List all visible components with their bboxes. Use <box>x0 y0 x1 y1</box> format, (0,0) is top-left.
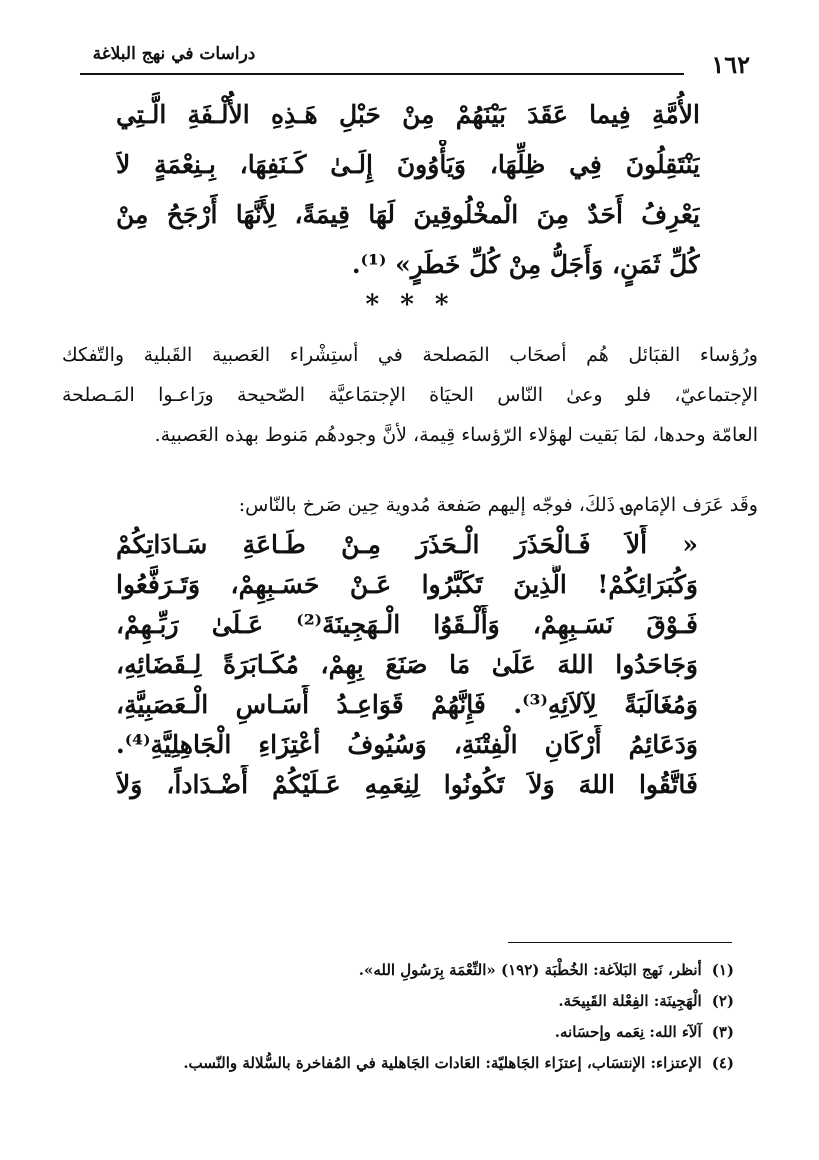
quote-line: يَعْرِفُ أَحَدٌ مِنَ الْمخْلُوقِينَ لَهَا قِيمَةً، لِأَنَّهَا أَرْجَحُ مِنْ <box>116 200 700 229</box>
sermon-line: وَمُغَالَبَةً لِآلاَئِهِ⁽³⁾. فَإِنَّهُمْ قَوَاعِـدُ أَسَـاسِ الْـعَصَبِيَّةِ، <box>116 690 698 719</box>
paragraph-line: الإجتماعيّ، فلو وعىٰ النّاس الحيَاة الإجتمَاعيَّة الصّحيحة ورَاعـوا المَـصلحة <box>62 384 758 406</box>
footnote-number: (٤) <box>711 1054 734 1072</box>
quote-line: يَنْتَقِلُونَ فِي ظِلِّهَا، وَيَأْوُونَ إِلَـىٰ كَـنَفِهَا، بِـنِعْمَةٍ لاَ <box>116 150 700 179</box>
sermon-quote <box>116 525 698 805</box>
sermon-line: فَـوْقَ نَسَـبِهِمْ، وَأَلْـقَوُا الْـهَجِينَةَ⁽²⁾ عَـلَىٰ رَبِّـهِمْ، <box>116 610 698 639</box>
sermon-line: وَدَعَائِمُ أَرْكَانِ الْفِتْنَةِ، وَسُيُوفُ أعْتِزَاءِ الْجَاهِلِيَّةِ⁽⁴⁾. <box>116 730 698 759</box>
paragraph-line: وقَد عَرَف الإمَام؈ ذَلكَ، فوجّه إليهم صَفعة مُدوية حِين صَرخ بالنّاس: <box>238 494 758 516</box>
footnote-number: (٢) <box>711 992 734 1010</box>
footnote-item <box>120 1048 734 1079</box>
sermon-line: وَكُبَرَائِكُمْ! الَّذِينَ تَكَبَّرُوا عَـنْ حَسَـبِهِمْ، وَتَـرَفَّعُوا <box>116 570 698 599</box>
running-header-title: دراسات في نهج البلاغة <box>92 44 256 64</box>
footnote-number: (١) <box>711 961 734 979</box>
footnote-item <box>120 1017 734 1048</box>
footnote-text: آلآء الله: نِعَمه وإحسَانه. <box>554 1023 702 1041</box>
footnote-number: (٣) <box>711 1023 734 1041</box>
intro-paragraph <box>62 488 758 522</box>
body-paragraph <box>62 335 758 453</box>
paragraph-line: ورُؤساء القبَائل هُم أصحَاب المَصلحة في أستِشْراء العَصبية القَبلية والتّفكك <box>62 344 758 366</box>
footnote-text: الْهَجِينَة: الفِعْلة القَبِيحَة. <box>558 992 702 1010</box>
footnote-item <box>120 986 734 1017</box>
footnote-text: أنظر، نَهج البَلاَغة: الخُطْبَة (١٩٢) «النِّعْمَة بِرَسُولِ الله». <box>358 961 702 979</box>
quote-line: الأُمَّةِ فِيما عَقَدَ بَيْنَهُمْ مِنْ حَبْلِ هَـذِهِ الأُلْـفَةِ الَّـتِي <box>116 100 700 129</box>
paragraph-line: العامّة وحدها، لمَا بَقيت لهؤلاء الرّؤساء قِيمة، لأنَّ وجودهُم مَنوط بهذه العَصبية. <box>154 424 758 446</box>
footnote-rule <box>508 942 732 943</box>
section-divider: * * * <box>365 290 455 320</box>
footnote-text: الإعتزاء: الإنتسَاب، إعتزَاء الجَاهليّة: العَادات الجَاهلية في المُفاخرة بالسُّلالة والنّسب. <box>183 1054 702 1072</box>
sermon-line: « أَلاَ فَـالْحَذَرَ الْـحَذَرَ مِـنْ طَـاعَةِ سَـادَاتِكُمْ <box>116 530 698 559</box>
footnote-item <box>120 955 734 986</box>
quote-line: كُلِّ ثَمَنٍ، وَأَجَلُّ مِنْ كُلِّ خَطَرٍ» ⁽¹⁾. <box>351 250 700 279</box>
footnotes <box>120 955 734 1079</box>
sermon-line: فَاتَّقُوا اللهَ وَلاَ تَكُونُوا لِنِعَمِهِ عَـلَيْكُمْ أَضْـدَاداً، وَلاَ <box>116 770 698 799</box>
sermon-line: وَجَاحَدُوا اللهَ عَلَىٰ مَا صَنَعَ بِهِمْ، مُكَـابَرَةً لِـقَضَائِهِ، <box>116 650 698 679</box>
page-number: ١٦٢ <box>711 50 750 79</box>
quoted-passage <box>116 90 700 290</box>
header-rule <box>80 73 684 75</box>
